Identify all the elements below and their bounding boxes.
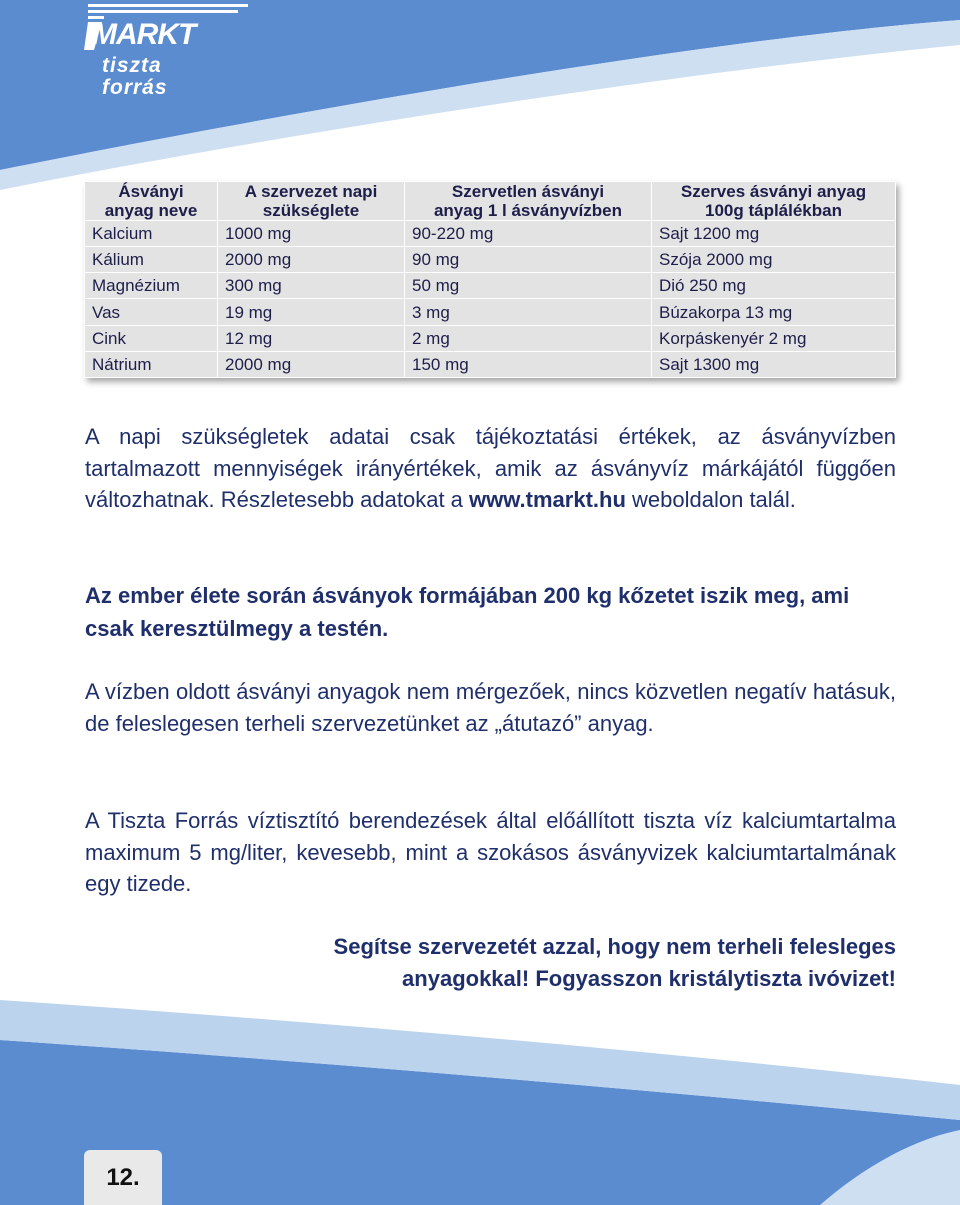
- table-row: [85, 299, 896, 325]
- table-cell: 3 mg: [405, 299, 652, 325]
- mineral-table-card: [84, 181, 896, 378]
- table-cell: Cink: [85, 325, 218, 351]
- table-cell: Korpáskenyér 2 mg: [652, 325, 896, 351]
- disclaimer-text: A napi szükségletek adatai csak tájékoztatási értékek, az ásványvízben tartalmazott mennyiségek irányértékek, amik az ásványvíz márkájától függően változhatnak. Részletesebb adatokat a: [85, 424, 896, 512]
- table-cell: 300 mg: [218, 273, 405, 299]
- header-line: Ásványi: [118, 182, 184, 201]
- brand-tagline-line1: tiszta: [102, 54, 162, 77]
- mineral-table: [84, 181, 896, 378]
- table-cell: Kálium: [85, 247, 218, 273]
- table-cell: 2 mg: [405, 325, 652, 351]
- closing-line-2: anyagokkal! Fogyasszon kristálytiszta ivóvizet!: [402, 966, 896, 991]
- table-cell: Dió 250 mg: [652, 273, 896, 299]
- table-cell: 1000 mg: [218, 221, 405, 247]
- table-cell: Nátrium: [85, 351, 218, 377]
- table-cell: 90 mg: [405, 247, 652, 273]
- paragraph-rock-fact: [85, 579, 896, 645]
- table-cell: Vas: [85, 299, 218, 325]
- paragraph-disclaimer: [85, 421, 896, 516]
- table-cell: 150 mg: [405, 351, 652, 377]
- header-line: anyag neve: [104, 201, 198, 220]
- paragraph-calcium-content: [85, 805, 896, 900]
- brand-name: MARKT: [92, 18, 196, 51]
- header-line: A szervezet napi: [244, 182, 378, 201]
- table-cell: 90-220 mg: [405, 221, 652, 247]
- table-cell: Szója 2000 mg: [652, 247, 896, 273]
- table-row: [85, 273, 896, 299]
- table-row: [85, 247, 896, 273]
- table-cell: 2000 mg: [218, 247, 405, 273]
- table-header-row: [85, 182, 896, 221]
- rock-fact-text: Az ember élete során ásványok formájában 200 kg kőzetet iszik meg, ami csak keresztülmegy a testén.: [85, 583, 850, 641]
- website-link[interactable]: www.tmarkt.hu: [469, 487, 626, 512]
- header-organic-per-100g: [652, 182, 896, 221]
- table-row: [85, 221, 896, 247]
- header-line: 100g táplálékban: [704, 201, 842, 220]
- header-daily-need: [218, 182, 405, 221]
- brand-tagline: [102, 55, 252, 99]
- table-row: [85, 351, 896, 377]
- brand-tagline-line2: forrás: [102, 76, 168, 99]
- closing-line-1: Segítse szervezetét azzal, hogy nem terheli felesleges: [333, 934, 896, 959]
- table-cell: Kalcium: [85, 221, 218, 247]
- table-cell: 19 mg: [218, 299, 405, 325]
- header-line: Szerves ásványi anyag: [680, 182, 867, 201]
- header-line: Szervetlen ásványi: [451, 182, 605, 201]
- table-row: [85, 325, 896, 351]
- table-cell: 12 mg: [218, 325, 405, 351]
- disclaimer-text-end: weboldalon talál.: [625, 487, 796, 512]
- header-mineral-name: [85, 182, 218, 221]
- header-line: szükséglete: [262, 201, 360, 220]
- table-cell: Búzakorpa 13 mg: [652, 299, 896, 325]
- paragraph-disclaimer-text: [85, 421, 896, 516]
- table-cell: Magnézium: [85, 273, 218, 299]
- table-cell: 2000 mg: [218, 351, 405, 377]
- paragraph-dissolved-minerals: [85, 676, 896, 739]
- table-cell: Sajt 1300 mg: [652, 351, 896, 377]
- header-inorganic-per-liter: [405, 182, 652, 221]
- page-number: 12.: [84, 1150, 162, 1205]
- table-cell: Sajt 1200 mg: [652, 221, 896, 247]
- header-line: anyag 1 l ásványvízben: [433, 201, 623, 220]
- dissolved-minerals-text: A vízben oldott ásványi anyagok nem mérgezőek, nincs közvetlen negatív hatásuk, de feleslegesen terheli szervezetünket az „átutazó” anyag.: [85, 679, 896, 736]
- closing-slogan: [120, 931, 896, 995]
- calcium-content-text: A Tiszta Forrás víztisztító berendezések által előállított tiszta víz kalciumtartalma maximum 5 mg/liter, kevesebb, mint a szokásos ásványvizek kalciumtartalmának egy tizede.: [85, 808, 896, 896]
- table-cell: 50 mg: [405, 273, 652, 299]
